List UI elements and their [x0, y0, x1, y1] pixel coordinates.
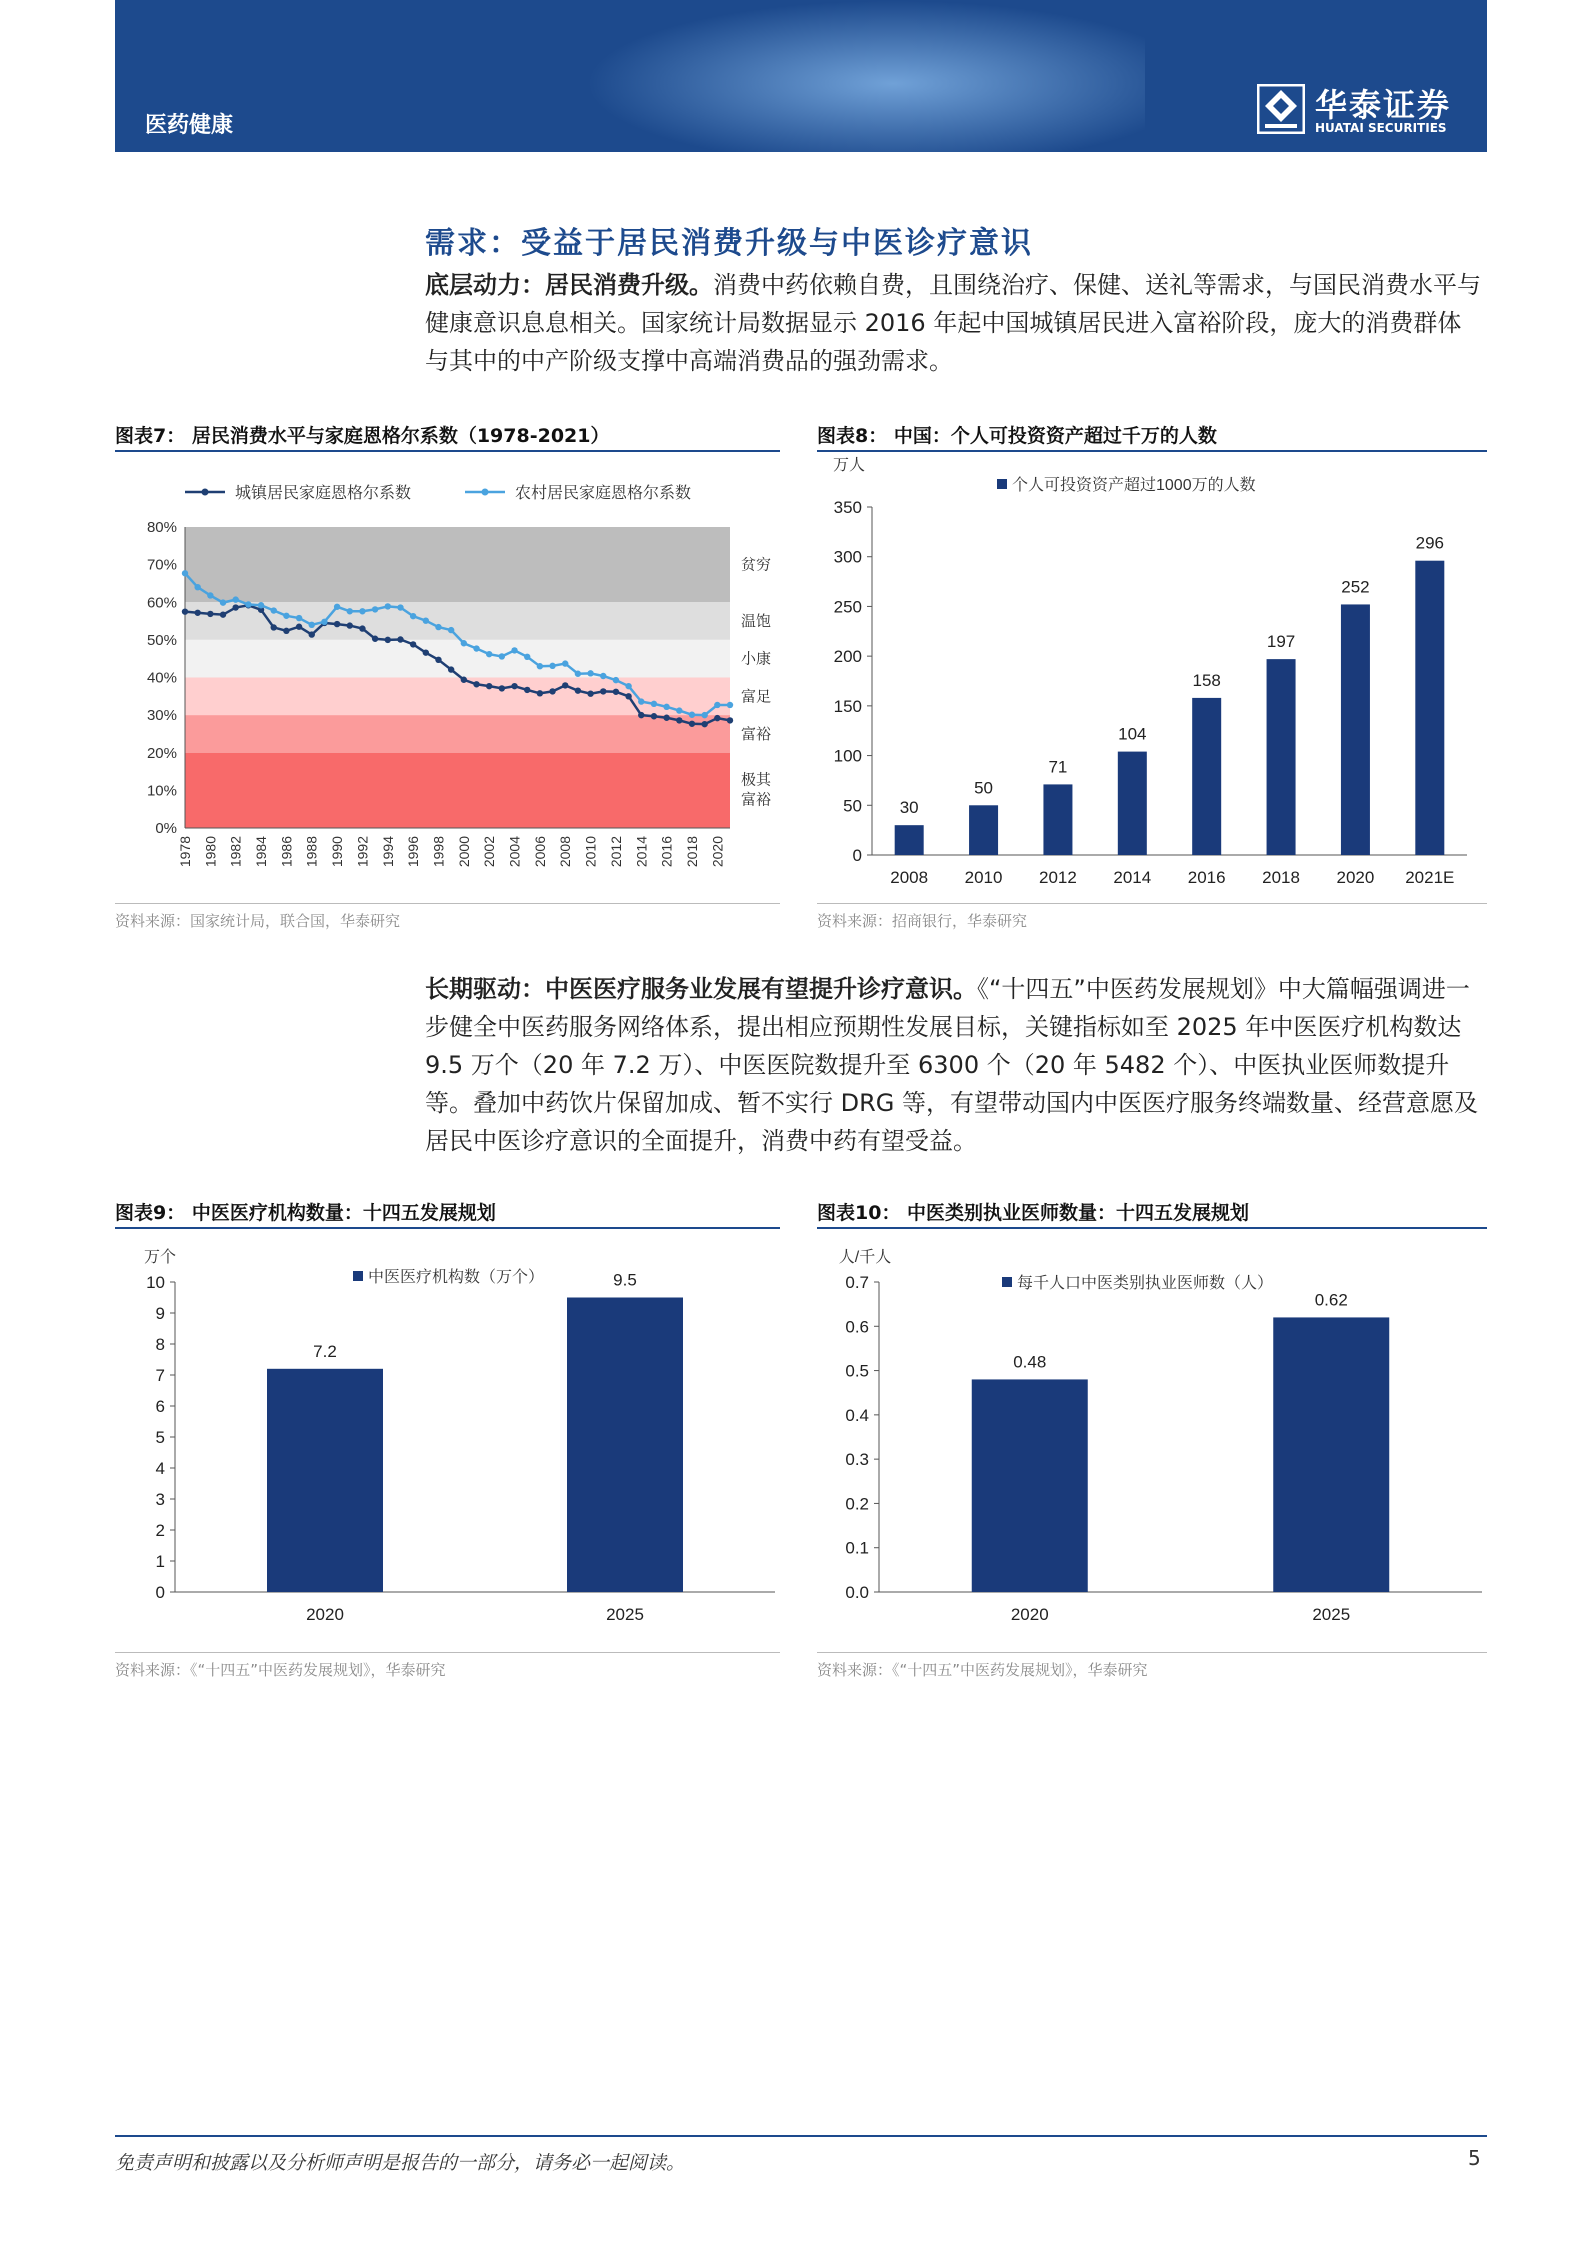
data-point	[701, 712, 707, 718]
x-tick-label: 1980	[202, 836, 219, 868]
x-tick-label: 1990	[329, 836, 346, 868]
y-tick-label: 0	[155, 1583, 165, 1602]
data-label: 252	[1341, 577, 1370, 597]
paragraph-body: 消费中药依赖自费，且围绕治疗、保健、送礼等需求，与国民消费水平与健康意识息息相关。国家统计局数据显示 2016 年起中国城镇居民进入富裕阶段，庞大的消费群体与其中的中产阶级支撑中高端消费品的强劲需求。	[425, 271, 1481, 375]
y-tick-label: 0.7	[845, 1273, 869, 1292]
data-label: 158	[1192, 670, 1221, 690]
band-label: 小康	[740, 650, 772, 668]
data-point	[486, 683, 492, 689]
y-tick-label: 10	[146, 1273, 165, 1292]
data-point	[625, 683, 631, 689]
x-tick-label: 1978	[177, 836, 193, 868]
legend-label: 农村居民家庭恩格尔系数	[515, 485, 692, 502]
y-tick-label: 10%	[146, 782, 177, 800]
data-point	[676, 717, 682, 723]
y-tick-label: 4	[155, 1459, 165, 1478]
band-4	[185, 715, 730, 753]
data-point	[283, 613, 289, 619]
band-label: 贫穷	[740, 556, 772, 574]
x-tick-label: 2020	[709, 836, 726, 868]
y-tick-label: 100	[833, 746, 862, 766]
bar	[969, 805, 998, 855]
x-tick-label: 1992	[354, 836, 371, 868]
y-tick-label: 7	[155, 1366, 165, 1385]
x-tick-label: 2012	[607, 836, 624, 868]
data-point	[245, 601, 251, 607]
fig10-title: 图表10： 中医类别执业医师数量：十四五发展规划	[817, 1202, 1250, 1224]
fig8-title: 图表8： 中国：个人可投资资产超过千万的人数	[817, 425, 1217, 447]
band-label: 极其	[740, 771, 772, 789]
y-axis-unit: 万个	[143, 1249, 177, 1266]
x-tick-label: 2021E	[1405, 868, 1455, 887]
x-tick-label: 2008	[890, 868, 929, 887]
company-logo	[1257, 80, 1467, 140]
chart-engel-coefficient	[115, 470, 780, 910]
y-tick-label: 3	[155, 1490, 165, 1509]
legend-swatch	[997, 479, 1007, 489]
y-tick-label: 300	[833, 547, 862, 567]
data-point	[321, 619, 327, 625]
data-point	[194, 584, 200, 590]
data-label: 0.62	[1314, 1290, 1348, 1310]
y-tick-label: 50	[843, 796, 862, 816]
data-point	[511, 683, 517, 689]
data-point	[359, 625, 365, 631]
x-tick-label: 2020	[306, 1605, 344, 1624]
data-point	[207, 611, 213, 617]
data-point	[511, 647, 517, 653]
x-tick-label: 2020	[1336, 868, 1375, 887]
data-point	[461, 640, 467, 646]
data-label: 50	[974, 778, 994, 798]
y-tick-label: 60%	[146, 594, 177, 612]
legend-marker	[202, 489, 209, 496]
y-tick-label: 2	[155, 1521, 165, 1540]
data-label: 71	[1048, 757, 1068, 777]
y-tick-label: 8	[155, 1335, 165, 1354]
x-tick-label: 2012	[1039, 868, 1077, 887]
section-title: 需求：受益于居民消费升级与中医诊疗意识	[425, 226, 1033, 261]
band-2	[185, 640, 730, 678]
data-point	[207, 592, 213, 598]
data-point	[182, 608, 188, 614]
x-tick-label: 1996	[405, 836, 422, 868]
legend-label: 个人可投资资产超过1000万的人数	[1012, 477, 1256, 494]
x-tick-label: 2014	[1113, 868, 1152, 887]
data-label: 296	[1415, 533, 1444, 553]
paragraph-body: 《“十四五”中医药发展规划》中大篇幅强调进一步健全中医药服务网络体系，提出相应预期性发展目标，关键指标如至 2025 年中医医疗机构数达 9.5 万个（20 年 7.2 万）、中医医院数提升至 6300 个（20 年 5482 个）、中医执业医师数提升等。叠加中药饮片保留加成、暂不实行 DRG 等，有望带动国内中医医疗服务终端数量、经营意愿及居民中医诊疗意识的全面提升，消费中药有望受益。	[425, 975, 1479, 1155]
x-tick-label: 1986	[278, 836, 295, 868]
y-tick-label: 1	[155, 1552, 165, 1571]
data-point	[562, 682, 568, 688]
y-tick-label: 0.3	[845, 1450, 869, 1470]
fig10-source: 资料来源：《“十四五”中医药发展规划》，华泰研究	[817, 1661, 1148, 1679]
data-point	[194, 610, 200, 616]
data-point	[397, 604, 403, 610]
data-point	[562, 660, 568, 666]
data-point	[600, 673, 606, 679]
fig7-bottom-rule	[115, 903, 780, 904]
y-tick-label: 200	[833, 647, 862, 667]
data-point	[638, 712, 644, 718]
data-label: 30	[899, 798, 919, 818]
bar	[1043, 784, 1072, 855]
data-point	[410, 641, 416, 647]
data-point	[663, 715, 669, 721]
x-tick-label: 1988	[303, 836, 320, 868]
data-point	[283, 628, 289, 634]
y-tick-label: 0.5	[845, 1361, 869, 1381]
band-5	[185, 753, 730, 828]
chart-tcm-institutions	[115, 1240, 780, 1630]
data-point	[232, 604, 238, 610]
data-point	[182, 570, 188, 576]
data-label: 7.2	[313, 1341, 337, 1361]
data-point	[296, 615, 302, 621]
band-label: 富裕	[740, 725, 772, 743]
y-tick-label: 6	[155, 1397, 165, 1416]
legend-marker	[482, 489, 489, 496]
fig7-title: 图表7： 居民消费水平与家庭恩格尔系数（1978-2021）	[115, 425, 610, 447]
data-point	[372, 636, 378, 642]
legend-swatch	[353, 1271, 363, 1281]
data-label: 197	[1266, 632, 1296, 652]
data-point	[549, 663, 555, 669]
y-tick-label: 20%	[146, 744, 177, 762]
bar	[1192, 698, 1221, 855]
chart-high-net-worth	[817, 455, 1487, 900]
fig9-bottom-rule	[115, 1652, 780, 1653]
data-point	[714, 702, 720, 708]
footer-rule	[115, 2135, 1487, 2137]
data-point	[435, 657, 441, 663]
y-tick-label: 5	[155, 1428, 165, 1447]
data-point	[309, 631, 315, 637]
data-point	[537, 690, 543, 696]
bar	[895, 825, 924, 855]
band-label: 富足	[740, 688, 772, 706]
x-tick-label: 2025	[1312, 1605, 1351, 1624]
data-point	[575, 687, 581, 693]
x-tick-label: 2002	[481, 836, 498, 868]
chart-tcm-physicians	[817, 1240, 1487, 1630]
paragraph-lead: 长期驱动：中医医疗服务业发展有望提升诊疗意识。	[425, 975, 977, 1003]
data-point	[232, 596, 238, 602]
data-point	[385, 603, 391, 609]
paragraph-consumption	[425, 266, 1485, 380]
bar	[1267, 659, 1296, 855]
data-point	[587, 690, 593, 696]
fig8-source: 资料来源：招商银行，华泰研究	[817, 912, 1028, 930]
data-point	[473, 645, 479, 651]
band-label: 富裕	[740, 791, 772, 809]
footer-disclaimer: 免责声明和披露以及分析师声明是报告的一部分，请务必一起阅读。	[115, 2152, 686, 2174]
fig8-rule	[817, 450, 1487, 452]
fig10-rule	[817, 1227, 1487, 1229]
fig10-bottom-rule	[817, 1652, 1487, 1653]
data-point	[714, 715, 720, 721]
data-point	[651, 701, 657, 707]
y-tick-label: 40%	[146, 669, 177, 687]
y-tick-label: 0.6	[845, 1317, 869, 1337]
data-point	[689, 721, 695, 727]
fig7-source: 资料来源：国家统计局，联合国，华泰研究	[115, 912, 401, 930]
legend-swatch	[1002, 1277, 1012, 1287]
data-point	[271, 624, 277, 630]
paragraph-tcm-service	[425, 970, 1485, 1160]
data-point	[397, 636, 403, 642]
data-point	[410, 613, 416, 619]
data-point	[537, 663, 543, 669]
x-tick-label: 2018	[1262, 868, 1300, 887]
y-tick-label: 250	[833, 597, 862, 617]
data-point	[638, 698, 644, 704]
data-point	[359, 608, 365, 614]
data-point	[575, 671, 581, 677]
data-point	[613, 689, 619, 695]
data-point	[651, 713, 657, 719]
data-point	[347, 622, 353, 628]
data-point	[220, 599, 226, 605]
data-point	[587, 670, 593, 676]
fig9-rule	[115, 1227, 780, 1229]
data-point	[220, 611, 226, 617]
logo-text-en: HUATAI SECURITIES	[1315, 121, 1447, 135]
x-tick-label: 2004	[506, 836, 523, 868]
data-point	[271, 607, 277, 613]
x-tick-label: 2018	[683, 836, 700, 868]
fig9-title: 图表9： 中医医疗机构数量：十四五发展规划	[115, 1202, 496, 1224]
y-tick-label: 9	[155, 1304, 165, 1323]
x-tick-label: 2006	[531, 836, 548, 868]
band-0	[185, 527, 730, 602]
data-point	[499, 653, 505, 659]
data-point	[727, 717, 733, 723]
data-point	[613, 677, 619, 683]
data-point	[309, 622, 315, 628]
y-axis-unit: 人/千人	[838, 1249, 892, 1266]
y-tick-label: 70%	[146, 556, 177, 574]
data-point	[524, 687, 530, 693]
y-tick-label: 50%	[146, 631, 177, 649]
data-point	[334, 604, 340, 610]
legend-label: 每千人口中医类别执业医师数（人）	[1017, 1275, 1274, 1292]
logo-icon	[1257, 84, 1305, 134]
fig8-bottom-rule	[817, 903, 1487, 904]
x-tick-label: 2020	[1010, 1605, 1049, 1624]
page-header	[115, 0, 1487, 152]
data-point	[727, 702, 733, 708]
x-tick-label: 1984	[253, 836, 270, 868]
x-tick-label: 2010	[964, 868, 1003, 887]
legend-label: 城镇居民家庭恩格尔系数	[235, 485, 412, 502]
data-point	[423, 649, 429, 655]
x-tick-label: 2010	[582, 836, 599, 868]
y-tick-label: 80%	[146, 519, 177, 536]
data-point	[448, 666, 454, 672]
data-label: 9.5	[613, 1270, 637, 1290]
data-point	[435, 624, 441, 630]
data-point	[499, 685, 505, 691]
x-tick-label: 2025	[606, 1605, 644, 1624]
data-point	[663, 704, 669, 710]
y-tick-label: 30%	[146, 707, 177, 725]
data-point	[258, 602, 264, 608]
y-axis-unit: 万人	[832, 457, 866, 474]
x-tick-label: 2000	[455, 836, 472, 868]
bar	[1341, 604, 1370, 855]
y-tick-label: 0.1	[845, 1538, 869, 1558]
data-point	[423, 617, 429, 623]
y-tick-label: 0.0	[845, 1583, 869, 1602]
data-point	[600, 688, 606, 694]
y-tick-label: 150	[833, 696, 862, 716]
data-label: 104	[1118, 724, 1147, 744]
bar	[1273, 1317, 1389, 1592]
data-point	[524, 654, 530, 660]
fig7-rule	[115, 450, 780, 452]
bar	[267, 1369, 383, 1592]
header-glow-graphic	[585, 0, 1145, 152]
data-point	[625, 693, 631, 699]
data-point	[676, 707, 682, 713]
sector-label: 医药健康	[145, 113, 234, 138]
data-point	[486, 651, 492, 657]
data-point	[385, 637, 391, 643]
x-tick-label: 2016	[1187, 868, 1226, 887]
y-tick-label: 0.2	[845, 1494, 869, 1514]
bar	[1118, 752, 1147, 855]
band-3	[185, 678, 730, 716]
logo-text-cn: 华泰证券	[1315, 86, 1452, 124]
bar	[1415, 561, 1444, 855]
paragraph-lead: 底层动力：居民消费升级。	[425, 271, 713, 299]
data-point	[334, 621, 340, 627]
x-tick-label: 2014	[633, 836, 650, 868]
x-tick-label: 1982	[227, 836, 244, 868]
x-tick-label: 2008	[557, 836, 574, 868]
y-tick-label: 350	[833, 498, 862, 517]
x-tick-label: 2016	[658, 836, 675, 868]
data-point	[689, 712, 695, 718]
data-point	[347, 608, 353, 614]
y-tick-label: 0%	[155, 820, 177, 837]
y-tick-label: 0	[852, 846, 862, 865]
data-label: 0.48	[1013, 1352, 1047, 1372]
data-point	[549, 688, 555, 694]
data-point	[296, 624, 302, 630]
band-label: 温饱	[740, 613, 772, 631]
y-tick-label: 0.4	[845, 1405, 869, 1425]
data-point	[461, 677, 467, 683]
data-point	[372, 606, 378, 612]
x-tick-label: 1994	[379, 836, 396, 868]
data-point	[701, 721, 707, 727]
page-number: 5	[1468, 2146, 1481, 2170]
bar	[567, 1298, 683, 1593]
x-tick-label: 1998	[430, 836, 447, 868]
fig9-source: 资料来源：《“十四五”中医药发展规划》，华泰研究	[115, 1661, 446, 1679]
bar	[972, 1379, 1088, 1592]
data-point	[473, 681, 479, 687]
data-point	[448, 627, 454, 633]
legend-label: 中医医疗机构数（万个）	[368, 1269, 545, 1286]
